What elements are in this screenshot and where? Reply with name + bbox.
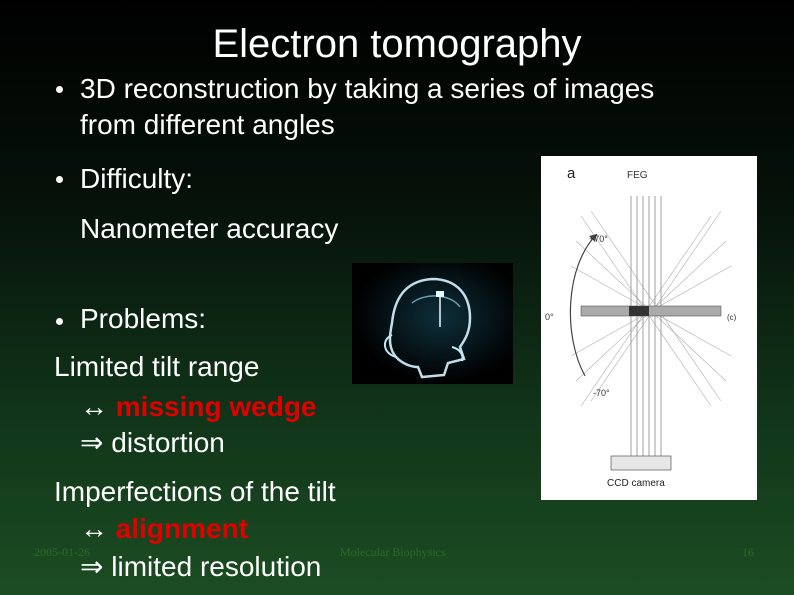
angle-top: +70° (589, 234, 608, 244)
ccd-camera-shape (611, 456, 671, 470)
slide-title: Electron tomography (212, 22, 582, 66)
bidirectional-arrow: ↔ (80, 391, 108, 422)
tilt-series-diagram (541, 156, 757, 500)
problem-effect: distortion (111, 427, 225, 458)
implies-arrow: ⇒ (80, 551, 104, 582)
panel-letter: a (567, 165, 576, 182)
ccd-camera-label: CCD camera (607, 478, 665, 489)
problem-cause-line (80, 390, 317, 424)
problem-cause: alignment (115, 513, 249, 544)
bullet-text: Difficulty: (80, 163, 194, 194)
bullet-dot (56, 86, 63, 93)
problem-effect: limited resolution (111, 551, 322, 582)
xray-head-drawing (352, 263, 513, 384)
sub-text: Nanometer accuracy (80, 213, 339, 244)
problem-heading: Imperfections of the tilt (54, 476, 336, 507)
bullet-text-continuation: from different angles (80, 109, 335, 140)
stage-label: (c) (727, 313, 737, 322)
tomography-diagram (541, 156, 757, 500)
problem-effect-line (80, 550, 321, 584)
bullet-dot (56, 318, 63, 325)
problem-cause: missing wedge (115, 391, 317, 422)
rotation-arc (570, 234, 597, 376)
footer-title: Molecular Biophysics (340, 545, 446, 559)
specimen-holder (581, 306, 721, 316)
specimen (629, 306, 649, 316)
problem-cause-line (80, 512, 248, 546)
bidirectional-arrow: ↔ (80, 513, 108, 544)
problem-heading: Limited tilt range (54, 351, 260, 382)
page-number: 16 (742, 545, 754, 559)
footer-date: 2005-01-26 (34, 545, 90, 559)
bullet-text: 3D reconstruction by taking a series of images (80, 73, 655, 104)
problem-effect-line (80, 426, 225, 460)
bullet-dot (56, 176, 63, 183)
bullet-text: Problems: (80, 303, 207, 334)
xray-head-image (352, 263, 513, 384)
implies-arrow: ⇒ (80, 427, 104, 458)
angle-bottom: -70° (593, 388, 610, 398)
angle-mid: 0° (545, 312, 554, 322)
source-label: FEG (627, 170, 648, 181)
